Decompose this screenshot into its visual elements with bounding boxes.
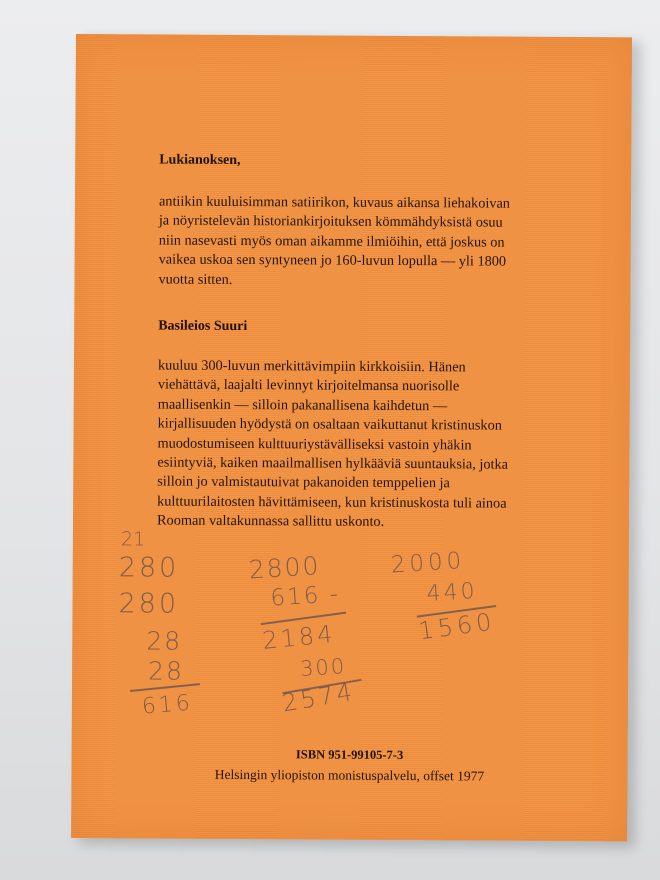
calc3-line: 2000: [389, 547, 467, 579]
calc2-line: 2800: [247, 551, 322, 585]
imprint: Helsingin yliopiston monistuspalvelu, offset 1977: [214, 766, 485, 784]
calc3-line: 1560: [416, 607, 497, 646]
isbn: ISBN 951-99105-7-3: [295, 747, 404, 763]
section2-heading: Basileios Suuri: [158, 318, 248, 335]
calc1-line: 280: [118, 552, 180, 584]
calc1-line: 28: [148, 656, 185, 686]
calc1-line: 616: [140, 690, 194, 720]
calc3-line: 440: [425, 578, 479, 607]
calc2-line: 2574: [280, 677, 357, 718]
section2-text: kuuluu 300-luvun merkittävimpiin kirkkoisiin. Hänen viehättävä, laajalti levinnyt kirjoitelmansa nuorisolle maallisenkin — silloin pakanallisena kaihdetun — kirjallisuuden hyödystä on osaltaan vaikuttanut kristinuskon muodostumiseen kulttuuriystävälliseksi vastoin yhäkin esiintyviä, kaiken maailmallisen hylkääviä suuntauksia, jotka silloin jo valmistautuivat pakanoiden temppelien ja kulttuurilaitosten hävittämiseen, kun kristinuskosta tuli ainoa Rooman valtakunnassa sallittu uskonto.: [156, 357, 509, 531]
calc2-line: 616 -: [269, 581, 341, 612]
book-back-cover: [71, 34, 632, 841]
section1-heading: Lukianoksen,: [159, 152, 241, 169]
calc2-line: 2184: [261, 619, 337, 655]
section1-text: antiikin kuuluisimman satiirikon, kuvaus aikansa liehakoivan ja nöyristelevän historiankirjoituksen kömmähdyksistä osuu niin nasevasti myös oman aikamme ilmiöihin, että joskus on vaikea uskoa sen syntyneen jo 160-luvun lopulla — yli 1800 vuotta sitten.: [158, 193, 511, 288]
calc1-line: 28: [146, 626, 183, 656]
calc1-line: 21: [120, 528, 146, 551]
calc1-line: 280: [118, 588, 180, 620]
calc2-line: 300: [299, 654, 347, 681]
